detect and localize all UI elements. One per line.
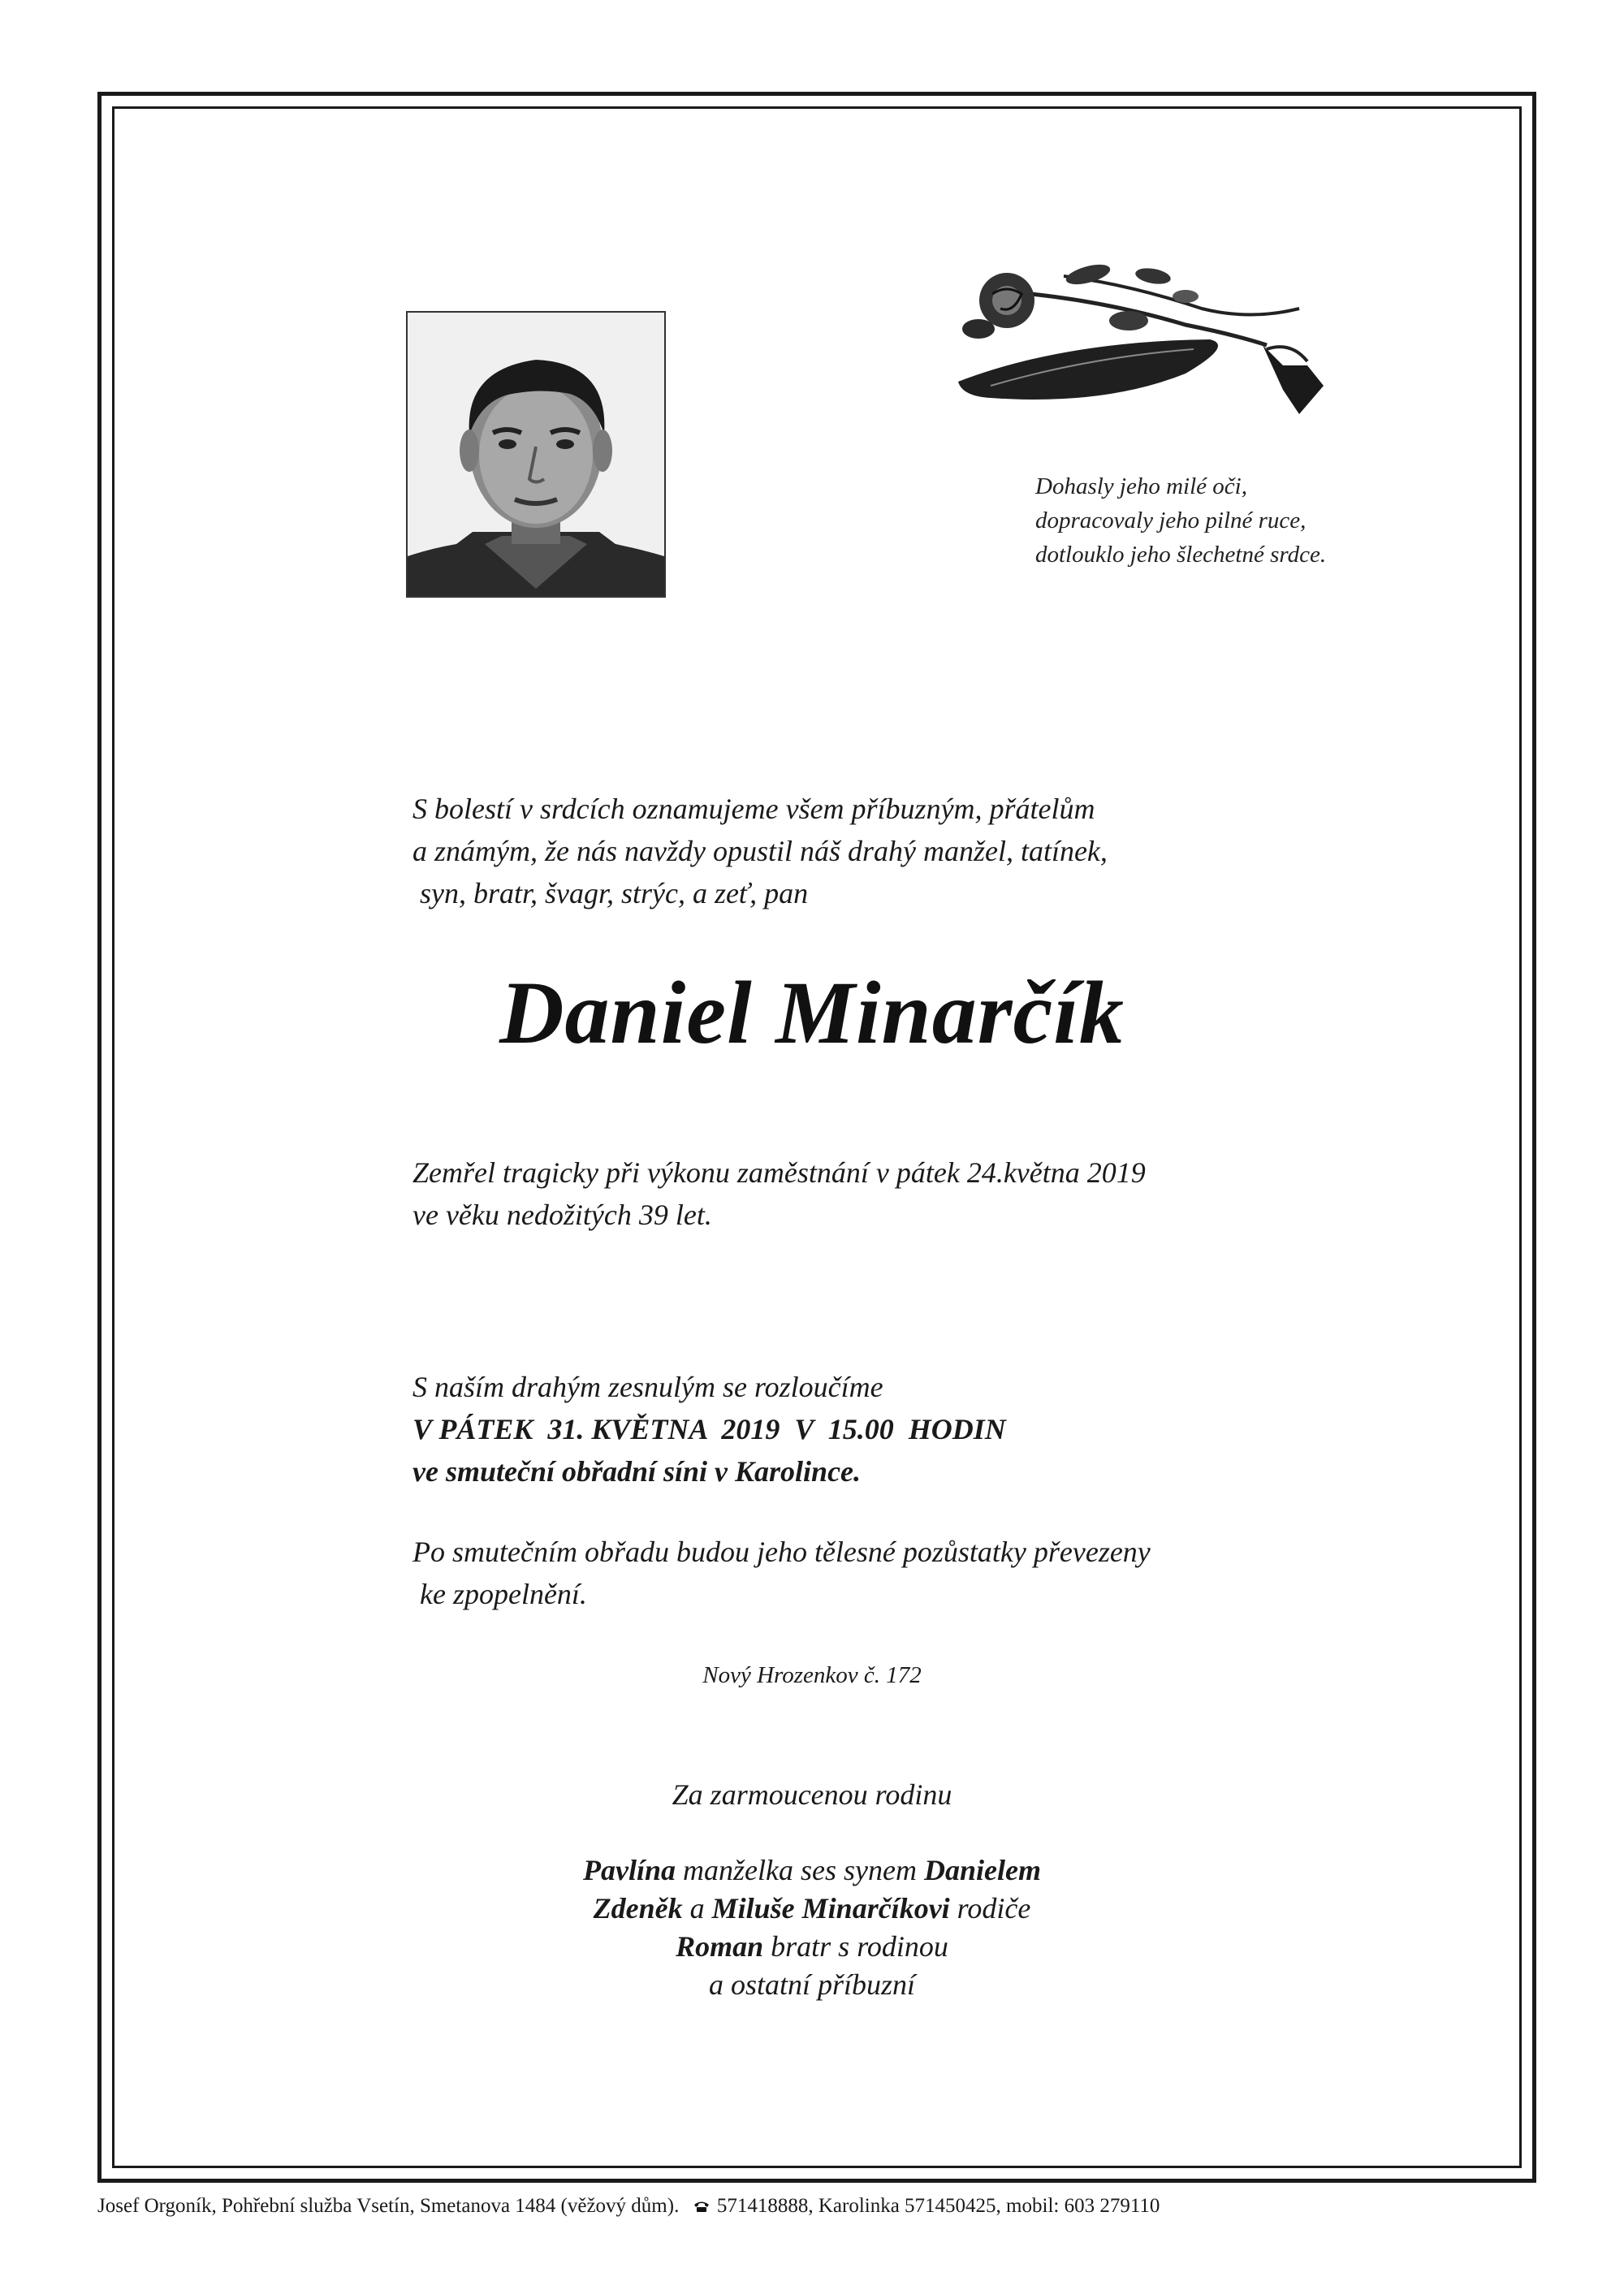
- death-notice-line: ve věku nedožitých 39 let.: [412, 1199, 712, 1231]
- signatories: [0, 1851, 1624, 2004]
- signatory-name: Miluše Minarčíkovi: [711, 1892, 950, 1925]
- signatory-connector: a: [682, 1892, 712, 1925]
- poem-line: Dohasly jeho milé oči,: [1035, 473, 1247, 499]
- signatory-relation: rodiče: [949, 1892, 1031, 1925]
- for-family-label: Za zarmoucenou rodinu: [672, 1778, 952, 1811]
- farewell-place: ve smuteční obřadní síni v Karolince.: [412, 1455, 862, 1488]
- signatory-name: Pavlína: [583, 1854, 676, 1886]
- death-notice-line: Zemřel tragicky při výkonu zaměstnání v pátek 24.května 2019: [412, 1156, 1146, 1189]
- announcement-text: [412, 788, 1387, 914]
- announcement-line: S bolestí v srdcích oznamujeme všem příbuzným, přátelům: [412, 793, 1095, 825]
- farewell-info: [412, 1366, 1387, 1493]
- phone-icon: [693, 2193, 710, 2206]
- signatory-line: [0, 1890, 1624, 1928]
- footer-text: Josef Orgoník, Pohřební služba Vsetín, Smetanova 1484 (věžový dům).: [97, 2195, 680, 2217]
- farewell-intro: S naším drahým zesnulým se rozloučíme: [412, 1371, 883, 1403]
- address: Nový Hrozenkov č. 172: [702, 1662, 922, 1688]
- announcement-line: a známým, že nás navždy opustil náš drahý manžel, tatínek,: [412, 835, 1108, 867]
- death-notice: [412, 1151, 1387, 1236]
- deceased-name: Daniel Minarčík: [499, 963, 1125, 1062]
- announcement-line: syn, bratr, švagr, strýc, a zeť, pan: [412, 877, 809, 909]
- portrait-image: [408, 313, 664, 596]
- memorial-poem: [1035, 469, 1490, 572]
- rose-illustration: [942, 244, 1372, 430]
- footer-contacts: 571418888, Karolinka 571450425, mobil: 603 279110: [711, 2195, 1160, 2217]
- signatory-relation: manželka ses synem: [676, 1854, 924, 1886]
- poem-line: dopracovaly jeho pilné ruce,: [1035, 508, 1307, 534]
- signatory-name: Zdeněk: [593, 1892, 683, 1925]
- signatory-line: [0, 1851, 1624, 1890]
- signatory-relation: bratr s rodinou: [763, 1930, 948, 1963]
- portrait-photo: [406, 311, 666, 598]
- remains-line: ke zpopelnění.: [412, 1578, 587, 1610]
- signatory-line: a ostatní příbuzní: [708, 1968, 916, 2001]
- remains-notice: [412, 1531, 1387, 1615]
- signatory-name: Danielem: [923, 1854, 1041, 1886]
- signatory-name: Roman: [676, 1930, 764, 1963]
- remains-line: Po smutečním obřadu budou jeho tělesné pozůstatky převezeny: [412, 1536, 1151, 1568]
- funeral-service-footer: [97, 2192, 1536, 2220]
- poem-line: dotlouklo jeho šlechetné srdce.: [1035, 542, 1327, 568]
- farewell-datetime: V PÁTEK 31. KVĚTNA 2019 V 15.00 HODIN: [412, 1413, 1006, 1445]
- signatory-line: [0, 1928, 1624, 1966]
